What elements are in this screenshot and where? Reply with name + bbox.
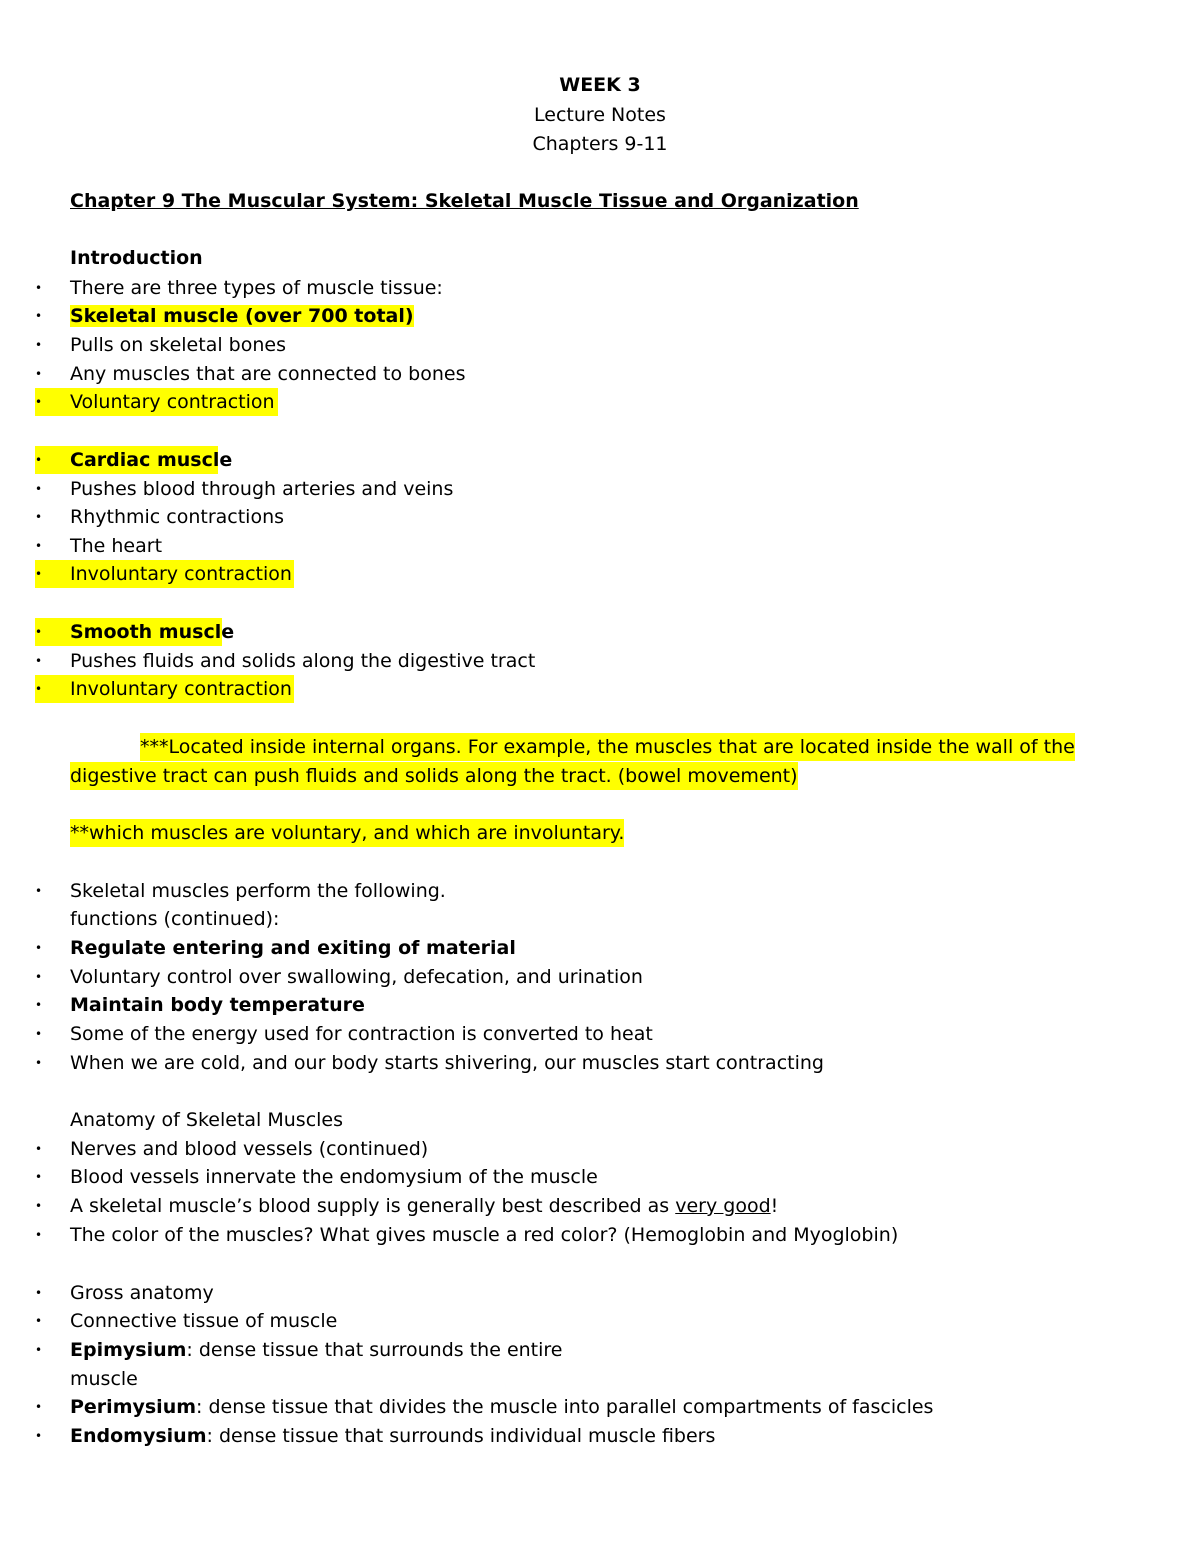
- list-item-highlighted: • Involuntary contraction: [0, 675, 1200, 703]
- bullet-icon: •: [35, 567, 43, 581]
- bullet-icon: •: [35, 510, 43, 524]
- list-item: • The heart: [0, 532, 1200, 560]
- list-item: • Some of the energy used for contraction is converted to heat: [0, 1020, 1200, 1048]
- list-item-highlighted: • Voluntary contraction: [0, 388, 1200, 416]
- note-voluntary-involuntary: **which muscles are voluntary, and which are involuntary.: [0, 819, 1200, 847]
- bullet-icon: •: [35, 539, 43, 553]
- bullet-icon: •: [35, 1142, 43, 1156]
- list-item: • A skeletal muscle’s blood supply is generally best described as very good!: [0, 1192, 1200, 1220]
- list-item: • Any muscles that are connected to bones: [0, 360, 1200, 388]
- list-item-smooth-muscle: • Smooth muscle: [0, 618, 1200, 646]
- bullet-icon: •: [35, 1228, 43, 1242]
- list-item: • Nerves and blood vessels (continued): [0, 1135, 1200, 1163]
- list-item: • Pulls on skeletal bones: [0, 331, 1200, 359]
- bullet-icon: •: [35, 1286, 43, 1300]
- bullet-icon: •: [35, 1314, 43, 1328]
- list-item: • Voluntary control over swallowing, defecation, and urination: [0, 963, 1200, 991]
- bullet-icon: •: [35, 338, 43, 352]
- list-item: • The color of the muscles? What gives muscle a red color? (Hemoglobin and Myoglobin): [0, 1221, 1200, 1249]
- list-item: • Regulate entering and exiting of material: [0, 934, 1200, 962]
- bullet-icon: •: [35, 941, 43, 955]
- bullet-icon: •: [35, 395, 43, 409]
- list-item-continuation: muscle: [70, 1368, 138, 1390]
- bullet-icon: •: [35, 1343, 43, 1357]
- lecture-notes-subtitle: Lecture Notes: [534, 104, 666, 126]
- chapters-subtitle: Chapters 9-11: [532, 133, 668, 155]
- bullet-icon: •: [35, 884, 43, 898]
- list-item: • There are three types of muscle tissue:: [0, 274, 1200, 302]
- bullet-icon: •: [35, 654, 43, 668]
- bullet-icon: •: [35, 682, 43, 696]
- list-item-endomysium: • Endomysium: dense tissue that surrounds individual muscle fibers: [0, 1422, 1200, 1450]
- bullet-icon: •: [35, 1056, 43, 1070]
- bullet-icon: •: [35, 482, 43, 496]
- bullet-icon: •: [35, 998, 43, 1012]
- list-item-perimysium: • Perimysium: dense tissue that divides the muscle into parallel compartments of fascicles: [0, 1393, 1200, 1421]
- note-located-inside: ***Located inside internal organs. For example, the muscles that are located inside the wall of the: [0, 733, 1200, 761]
- list-item: • Pushes blood through arteries and veins: [0, 475, 1200, 503]
- list-item-continuation: functions (continued):: [70, 908, 280, 930]
- list-item: • Rhythmic contractions: [0, 503, 1200, 531]
- list-item-highlighted: • Involuntary contraction: [0, 560, 1200, 588]
- week-title: WEEK 3: [559, 74, 641, 96]
- list-item-cardiac-muscle: • Cardiac muscle: [0, 446, 1200, 474]
- list-item: • Gross anatomy: [0, 1279, 1200, 1307]
- list-item: • Connective tissue of muscle: [0, 1307, 1200, 1335]
- list-item: • Skeletal muscles perform the following.: [0, 877, 1200, 905]
- list-item: • Blood vessels innervate the endomysium of the muscle: [0, 1163, 1200, 1191]
- list-item: • Pushes fluids and solids along the digestive tract: [0, 647, 1200, 675]
- note-located-inside-cont: digestive tract can push fluids and solids along the tract. (bowel movement): [0, 762, 1200, 790]
- bullet-icon: •: [35, 1199, 43, 1213]
- bullet-icon: •: [35, 1027, 43, 1041]
- bullet-icon: •: [35, 970, 43, 984]
- bullet-icon: •: [35, 1429, 43, 1443]
- list-item-skeletal-muscle: • Skeletal muscle (over 700 total): [0, 302, 1200, 330]
- list-item: • Maintain body temperature: [0, 991, 1200, 1019]
- bullet-icon: •: [35, 309, 43, 323]
- bullet-icon: •: [35, 367, 43, 381]
- chapter-title: Chapter 9 The Muscular System: Skeletal Muscle Tissue and Organization: [70, 190, 859, 212]
- bullet-icon: •: [35, 625, 43, 639]
- list-item-epimysium: • Epimysium: dense tissue that surrounds the entire: [0, 1336, 1200, 1364]
- section-heading-introduction: Introduction: [70, 247, 203, 269]
- bullet-icon: •: [35, 1170, 43, 1184]
- bullet-icon: •: [35, 281, 43, 295]
- bullet-icon: •: [35, 1400, 43, 1414]
- bullet-icon: •: [35, 453, 43, 467]
- section-heading-anatomy: Anatomy of Skeletal Muscles: [70, 1109, 344, 1131]
- list-item: • When we are cold, and our body starts shivering, our muscles start contracting: [0, 1049, 1200, 1077]
